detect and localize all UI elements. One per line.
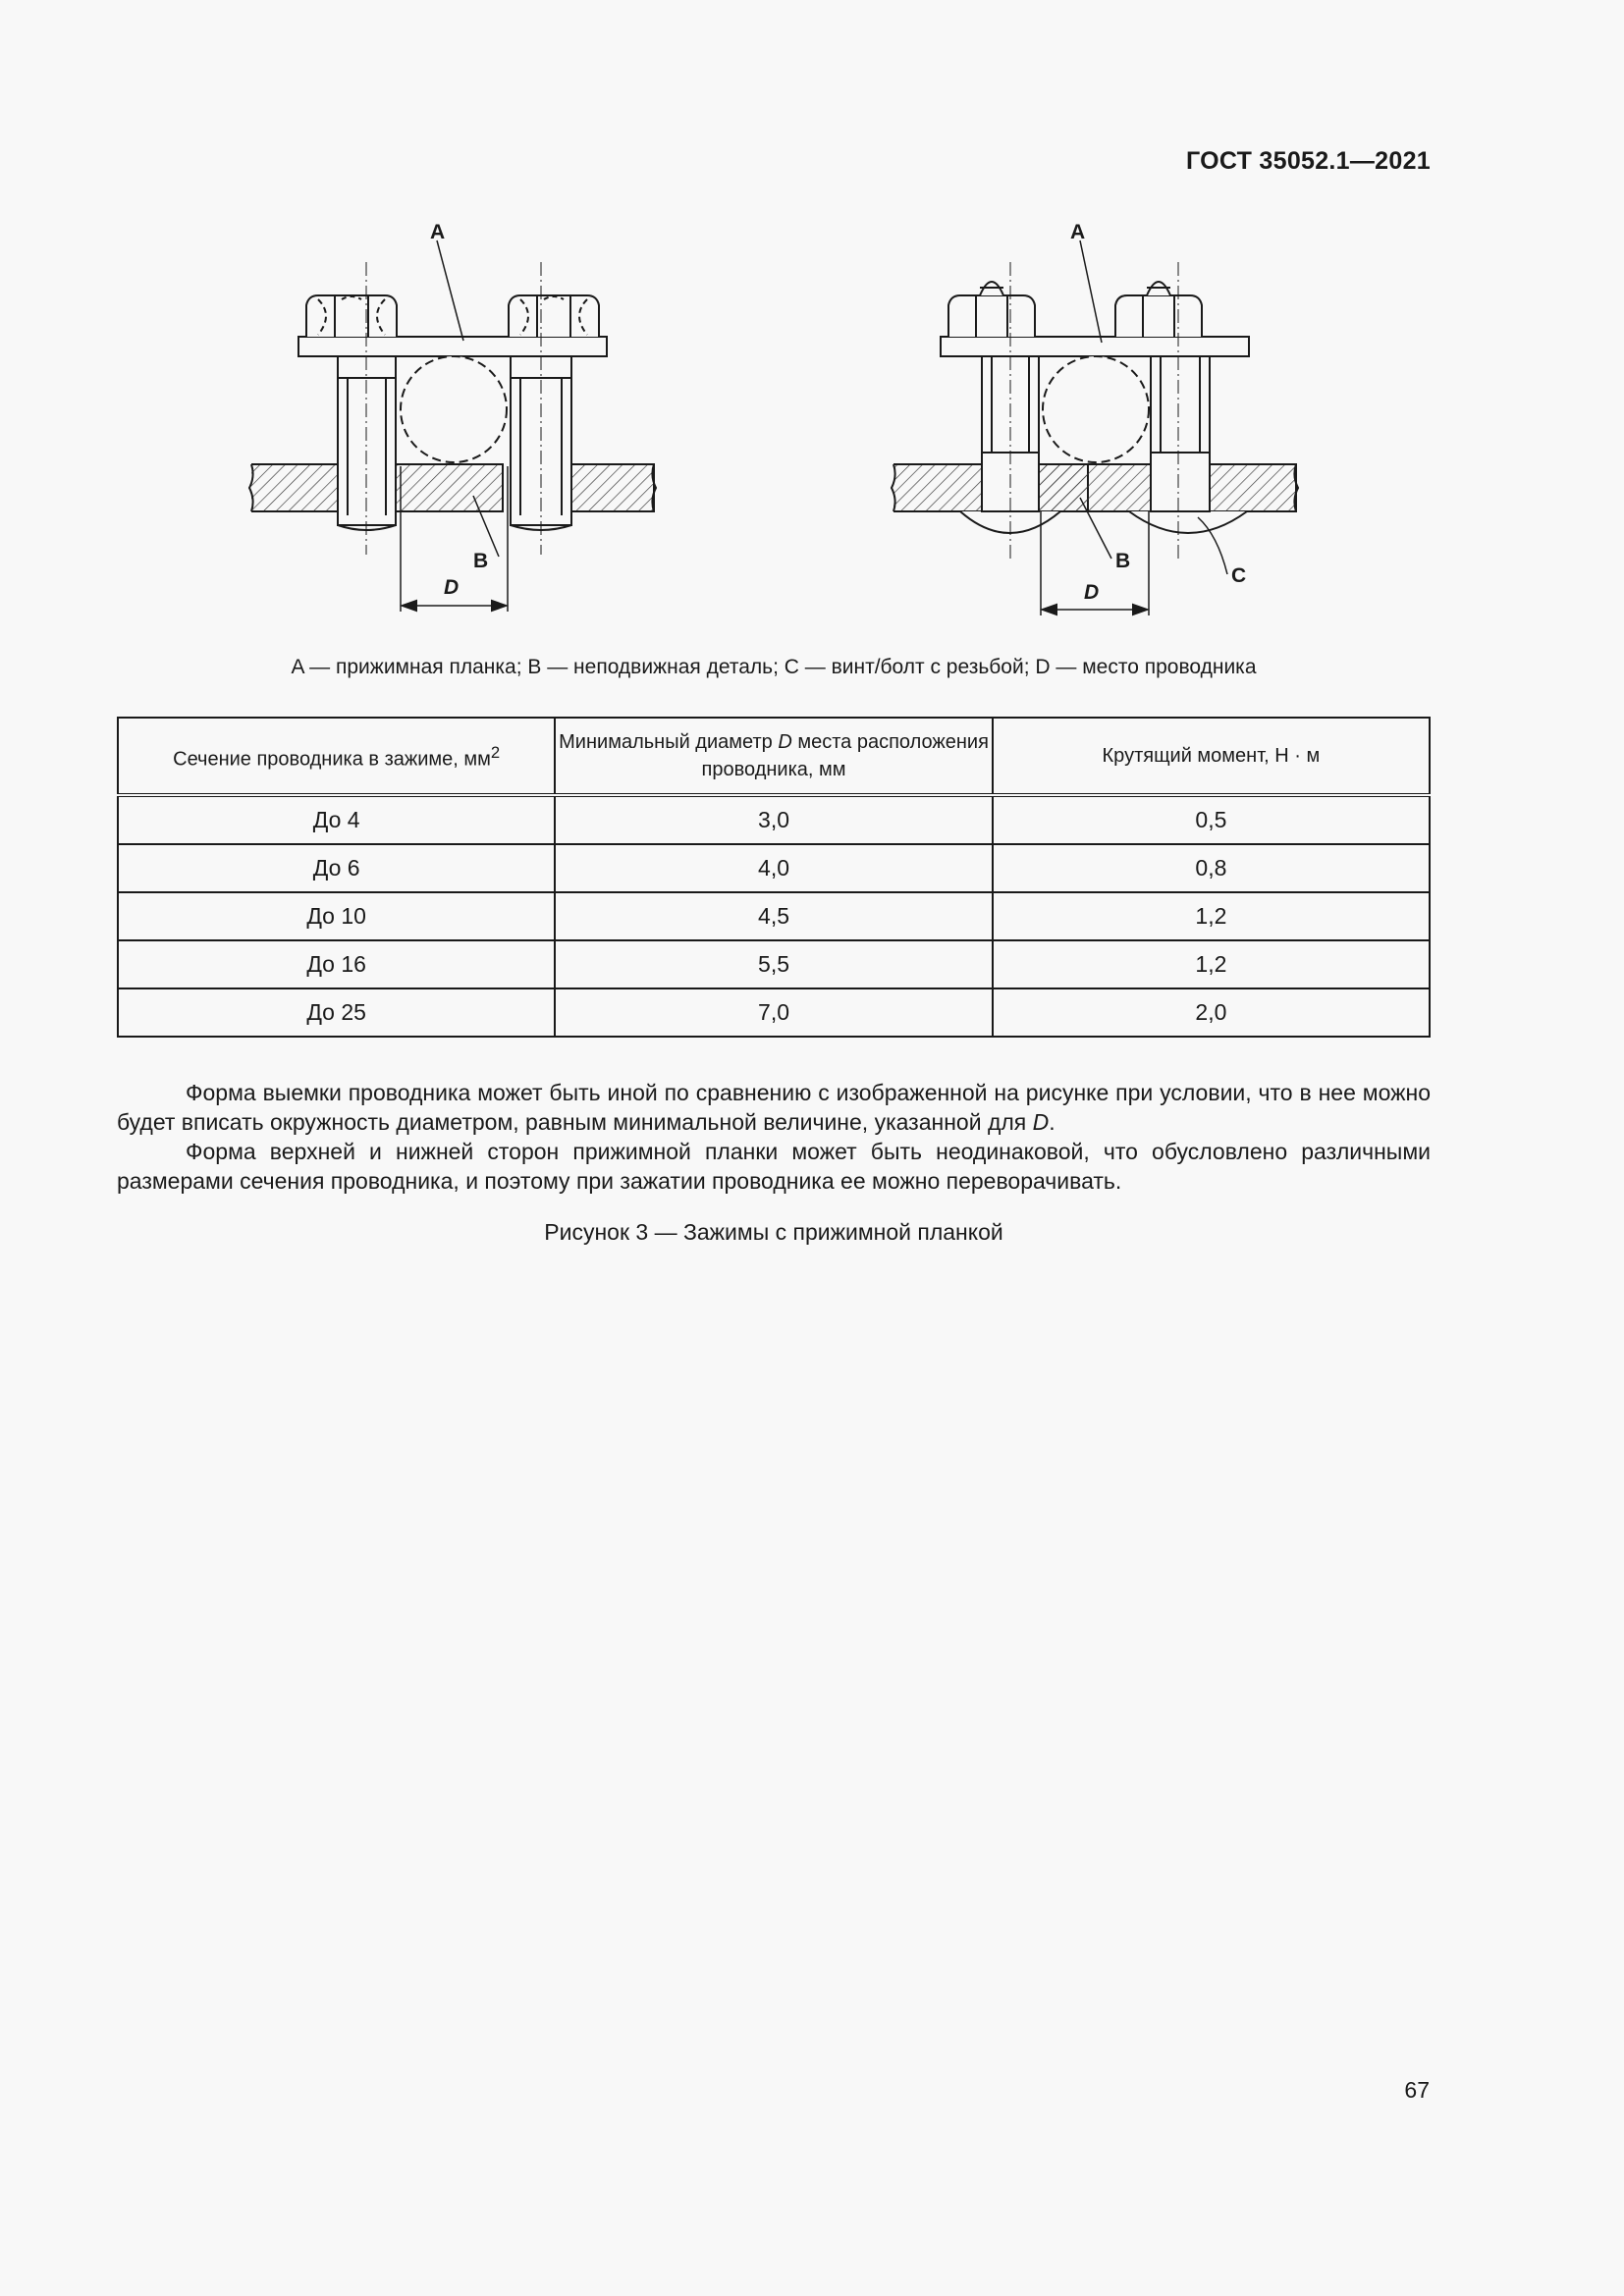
right-label-c: C: [1231, 564, 1247, 587]
cell-torque: 1,2: [993, 892, 1430, 940]
table-row: [118, 940, 1430, 988]
page-number: 67: [1404, 2077, 1430, 2103]
cell-section: До 10: [118, 892, 555, 940]
cell-diameter: 4,5: [555, 892, 993, 940]
cell-diameter: 3,0: [555, 795, 993, 844]
cell-diameter: 4,0: [555, 844, 993, 892]
paragraph-1: Форма выемки проводника может быть иной по сравнению с изображенной на рисунке при условии, что в нее можно будет вписать окружность диаметром, равным минимальной величине, указанной для D.: [117, 1080, 1431, 1135]
table-header-row: [118, 718, 1430, 795]
cell-torque: 2,0: [993, 988, 1430, 1037]
header-section: Сечение проводника в зажиме, $мм^2$: [118, 718, 555, 795]
header-diameter: Минимальный диаметр D места расположения проводника, мм: [555, 718, 993, 795]
header-torque: Крутящий момент, Н · м: [993, 718, 1430, 795]
cell-torque: 1,2: [993, 940, 1430, 988]
cell-diameter: 5,5: [555, 940, 993, 988]
conductor-table: [117, 717, 1431, 1038]
left-clamp-drawing: [249, 240, 656, 612]
cell-diameter: 7,0: [555, 988, 993, 1037]
table-row: [118, 844, 1430, 892]
figure-caption: Рисунок 3 — Зажимы с прижимной планкой: [544, 1219, 1003, 1245]
table-row: [118, 988, 1430, 1037]
left-label-d: D: [444, 576, 460, 599]
body-text: [117, 1078, 1431, 1196]
cell-section: До 25: [118, 988, 555, 1037]
table-row: [118, 795, 1430, 844]
cell-torque: 0,8: [993, 844, 1430, 892]
document-header: ГОСТ 35052.1—2021: [1185, 147, 1431, 175]
right-label-a: A: [1070, 221, 1086, 243]
cell-section: До 6: [118, 844, 555, 892]
clamp-figure: [216, 221, 1326, 633]
paragraph-2: Форма верхней и нижней сторон прижимной планки может быть неодинаковой, что обусловлено различными размерами сечения проводника, и поэтому при зажатии проводника ее можно переворачивать.: [117, 1139, 1431, 1194]
right-clamp-drawing: [892, 240, 1298, 615]
cell-section: До 16: [118, 940, 555, 988]
figure-legend: A — прижимная планка; B — неподвижная деталь; C — винт/болт с резьбой; D — место проводника: [291, 656, 1257, 678]
right-label-b: B: [1115, 550, 1131, 572]
cell-section: До 4: [118, 795, 555, 844]
cell-torque: 0,5: [993, 795, 1430, 844]
right-label-d: D: [1084, 581, 1100, 604]
left-label-b: B: [473, 550, 489, 572]
left-label-a: A: [430, 221, 446, 243]
table-row: [118, 892, 1430, 940]
